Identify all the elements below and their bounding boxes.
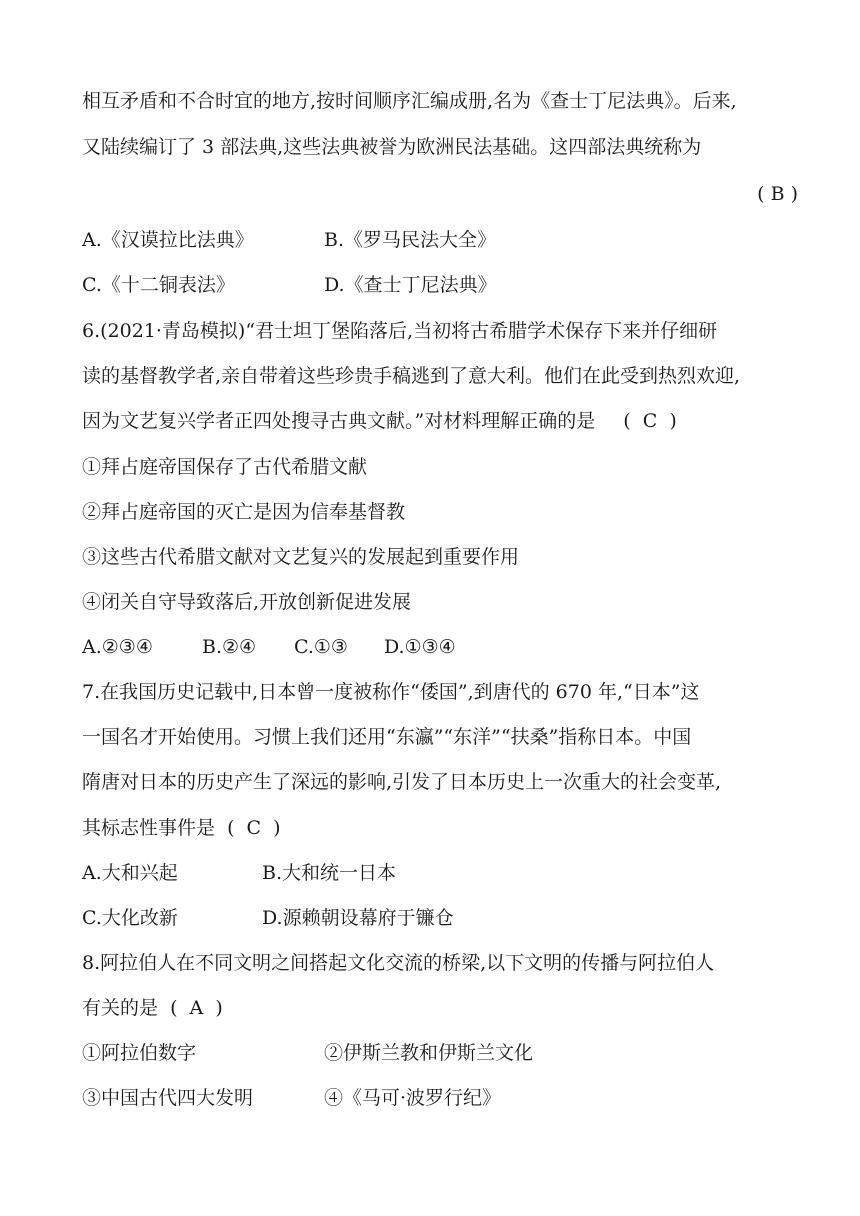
q8-text-line-1: 8.阿拉伯人在不同文明之间搭起文化交流的桥梁,以下文明的传播与阿拉伯人 xyxy=(82,952,715,974)
q7-option-b: B.大和统一日本 xyxy=(262,862,397,884)
q6-option-c: C.①③ xyxy=(294,636,348,658)
q6-text-line-2: 读的基督教学者,亲自带着这些珍贵手稿逃到了意大利。他们在此受到热烈欢迎, xyxy=(82,365,741,387)
q6-text-line-1: 6.(2021·青岛模拟)“君士坦丁堡陷落后,当初将古希腊学术保存下来并仔细研 xyxy=(82,320,718,342)
q5-option-c: C.《十二铜表法》 xyxy=(82,274,235,296)
q5-option-b: B.《罗马民法大全》 xyxy=(324,229,497,251)
q8-statement-2: ②伊斯兰教和伊斯兰文化 xyxy=(324,1042,534,1064)
q6-answer: ( C ) xyxy=(623,410,677,432)
q8-statement-4: ④《马可·波罗行纪》 xyxy=(324,1087,502,1109)
q7-text-line-4 xyxy=(82,815,798,841)
q7-option-c: C.大化改新 xyxy=(82,907,178,929)
q8-statement-1: ①阿拉伯数字 xyxy=(82,1042,197,1064)
q7-text-line-2: 一国名才开始使用。习惯上我们还用“东瀛”“东洋”“扶桑”指称日本。中国 xyxy=(82,726,692,748)
q5-text-line-1: 相互矛盾和不合时宜的地方,按时间顺序汇编成册,名为《查士丁尼法典》。后来, xyxy=(82,90,737,112)
q5-text-line-2: 又陆续编订了 3 部法典,这些法典被誉为欧洲民法基础。这四部法典统称为 xyxy=(82,136,702,158)
q7-option-a: A.大和兴起 xyxy=(82,862,178,884)
q6-text-line-3-body: 因为文艺复兴学者正四处搜寻古典文献。”对材料理解正确的是 xyxy=(82,410,596,432)
q5-option-a: A.《汉谟拉比法典》 xyxy=(82,229,254,251)
q7-answer: ( C ) xyxy=(227,817,281,839)
q6-option-b: B.②④ xyxy=(202,636,257,658)
q6-option-d: D.①③④ xyxy=(384,636,456,658)
q6-statement-3: ③这些古代希腊文献对文艺复兴的发展起到重要作用 xyxy=(82,546,520,568)
q7-option-d: D.源赖朝设幕府于镰仓 xyxy=(262,907,454,929)
q5-option-d: D.《查士丁尼法典》 xyxy=(324,274,497,296)
q7-text-line-4-body: 其标志性事件是 xyxy=(82,817,216,839)
q6-option-a: A.②③④ xyxy=(82,636,153,658)
q8-answer: ( A ) xyxy=(170,997,223,1019)
q8-text-line-2-body: 有关的是 xyxy=(82,997,159,1019)
q8-text-line-2 xyxy=(82,995,798,1021)
q6-statement-1: ①拜占庭帝国保存了古代希腊文献 xyxy=(82,456,368,478)
q6-statement-2: ②拜占庭帝国的灭亡是因为信奉基督教 xyxy=(82,501,406,523)
q6-text-line-3 xyxy=(82,408,798,434)
q5-answer: ( B ) xyxy=(757,183,798,205)
q8-statement-3: ③中国古代四大发明 xyxy=(82,1087,254,1109)
q6-statement-4: ④闭关自守导致落后,开放创新促进发展 xyxy=(82,591,412,613)
q7-text-line-1: 7.在我国历史记载中,日本曾一度被称作“倭国”,到唐代的 670 年,“日本”这 xyxy=(82,681,700,703)
q7-text-line-3: 隋唐对日本的历史产生了深远的影响,引发了日本历史上一次重大的社会变革, xyxy=(82,771,722,793)
